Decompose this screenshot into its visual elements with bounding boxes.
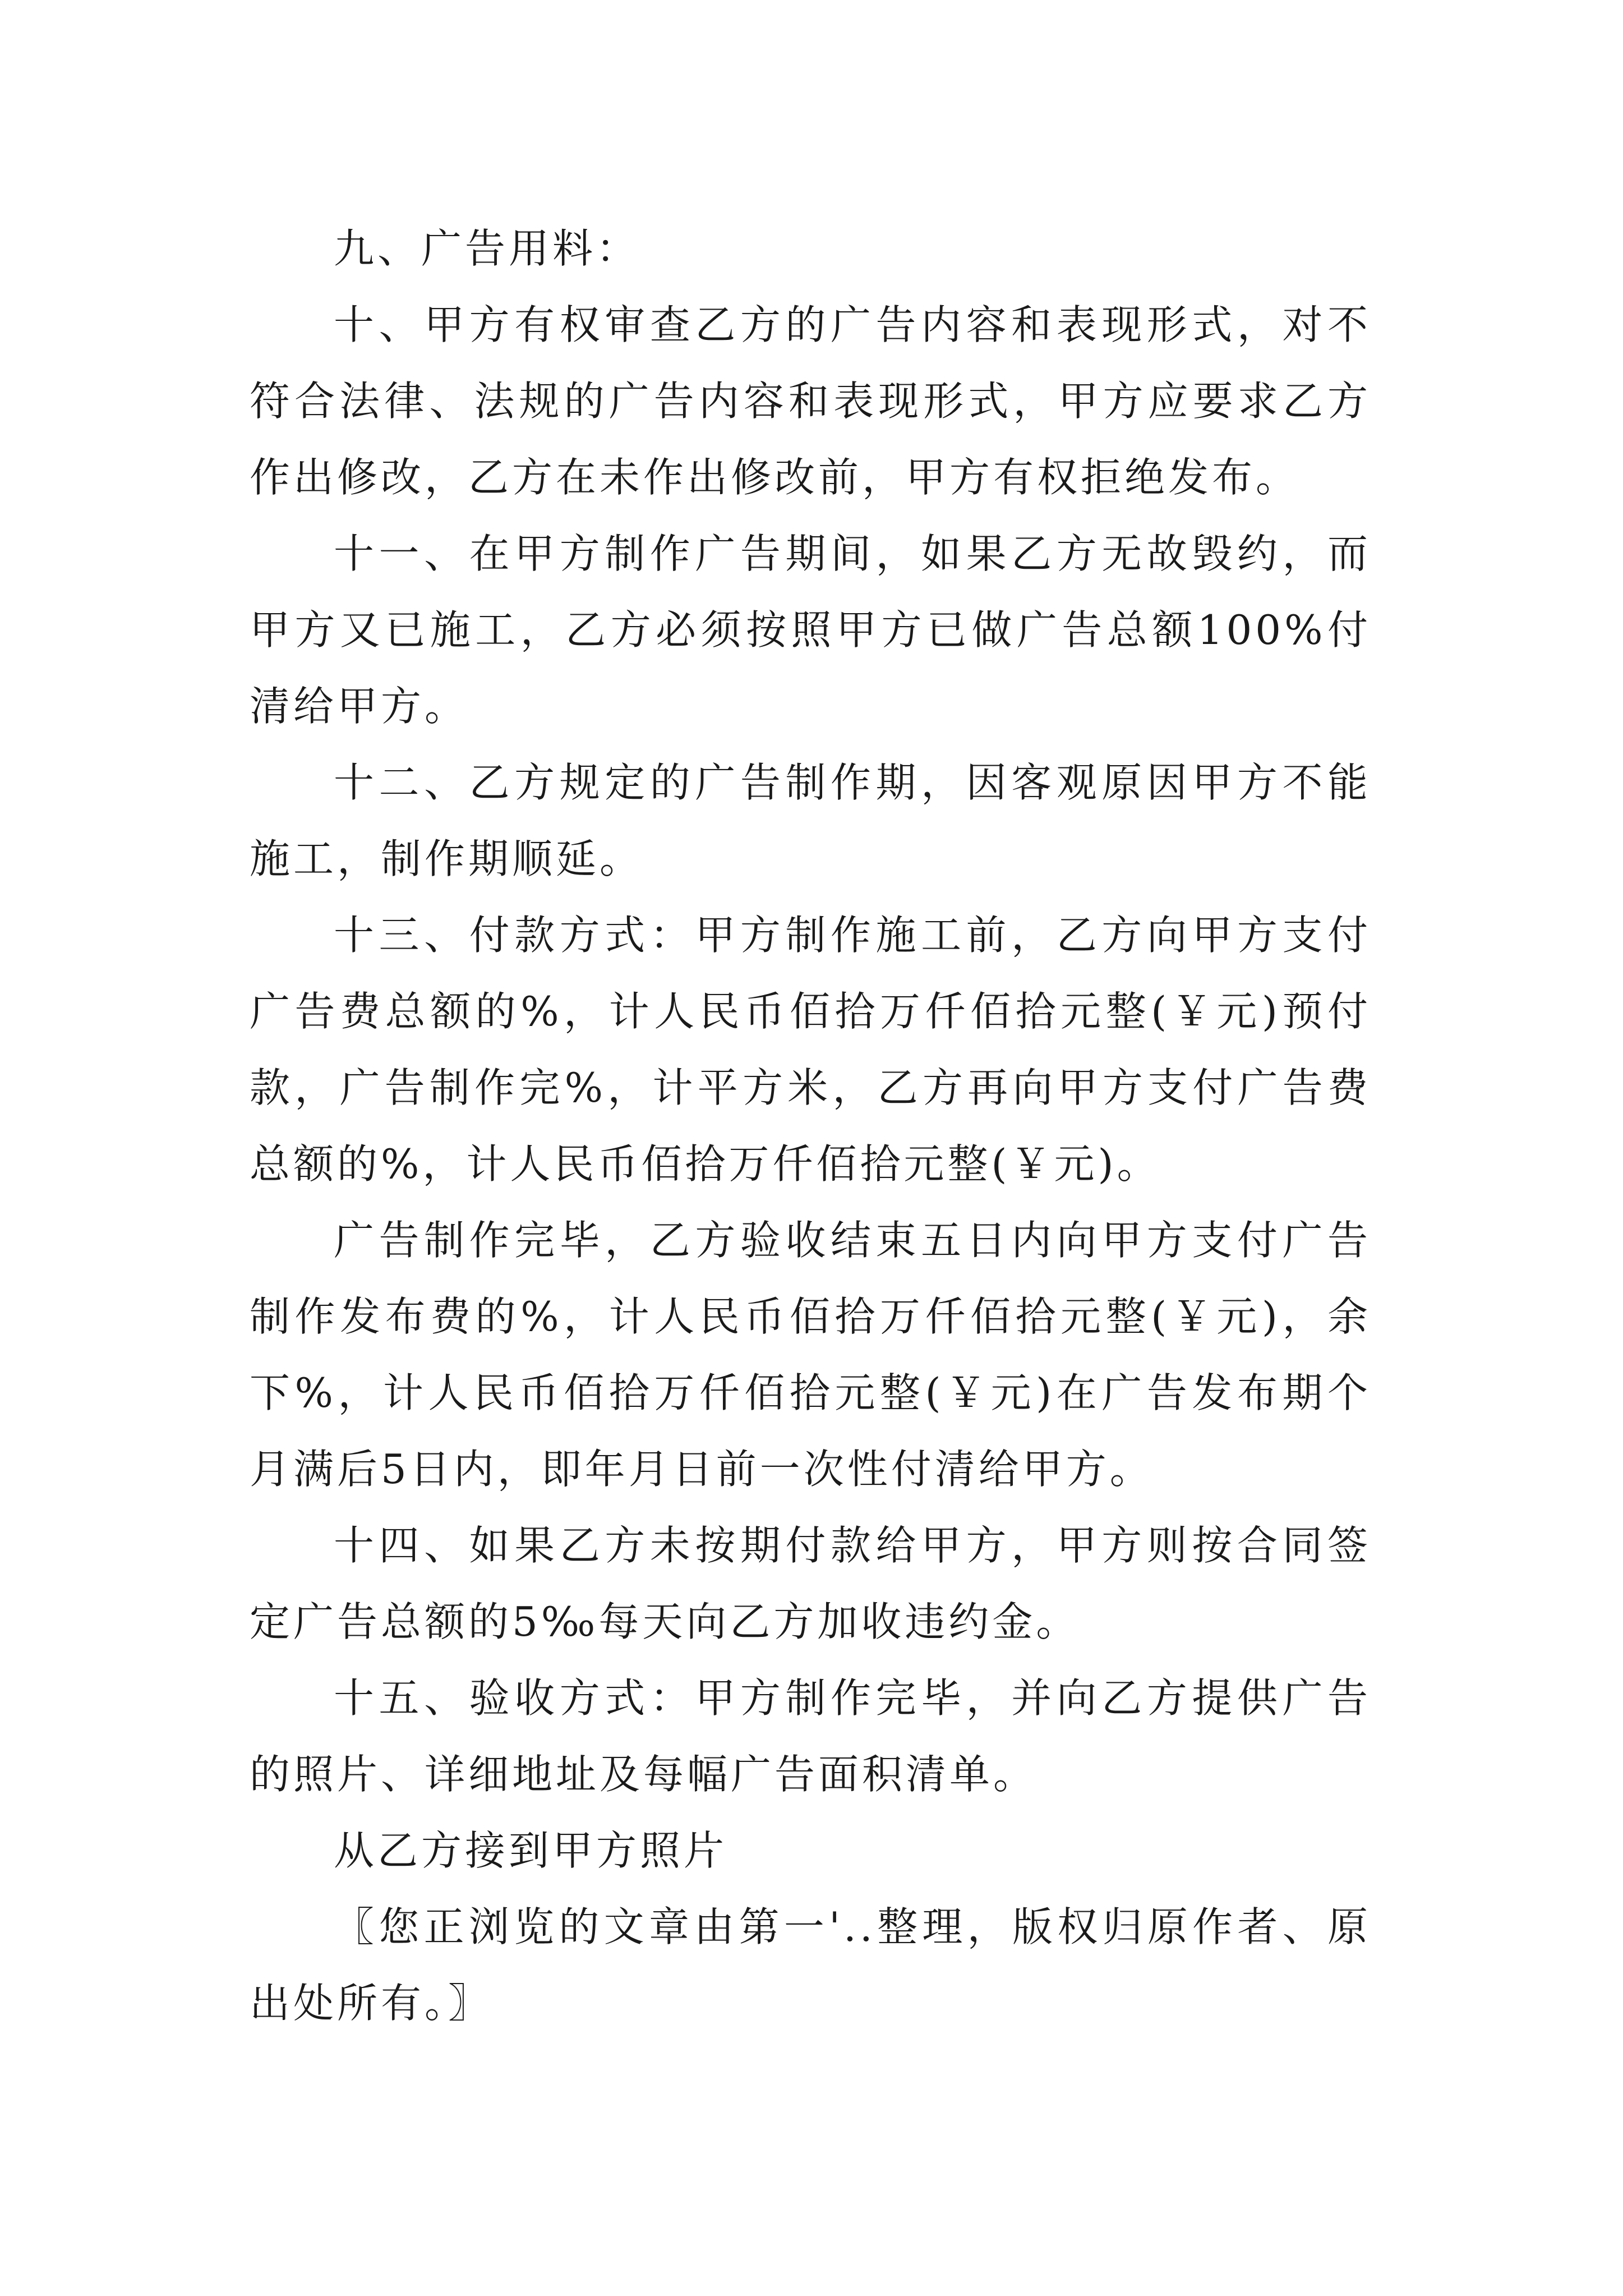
paragraph-section-15: 十五、验收方式：甲方制作完毕，并向乙方提供广告的照片、详细地址及每幅广告面积清单。 [250, 1674, 1371, 1798]
paragraph-section-11: 十一、在甲方制作广告期间，如果乙方无故毁约，而甲方又已施工，乙方必须按照甲方已做广告总额100%付清给甲方。 [250, 530, 1371, 730]
document-body [250, 210, 1371, 2041]
paragraph-photo-receipt: 从乙方接到甲方照片 [334, 1827, 728, 1874]
paragraph-section-12: 十二、乙方规定的广告制作期，因客观原因甲方不能施工，制作期顺延。 [250, 759, 1371, 882]
paragraph-section-13: 十三、付款方式：甲方制作施工前，乙方向甲方支付广告费总额的%，计人民币佰拾万仟佰拾元整(￥元)预付款，广告制作完%，计平方米，乙方再向甲方支付广告费总额的%，计人民币佰拾万仟佰拾元整(￥元)。 [250, 912, 1371, 1188]
paragraph-payment-completion: 广告制作完毕，乙方验收结束五日内向甲方支付广告制作发布费的%，计人民币佰拾万仟佰拾元整(￥元)，余下%，计人民币佰拾万仟佰拾元整(￥元)在广告发布期个月满后5日内，即年月日前一次性付清给甲方。 [250, 1217, 1371, 1493]
paragraph-section-9: 九、广告用料： [334, 225, 640, 272]
paragraph-copyright-notice: 〖您正浏览的文章由第一'..整理，版权归原作者、原出处所有。〗 [250, 1903, 1371, 2027]
paragraph-section-10: 十、甲方有权审查乙方的广告内容和表现形式，对不符合法律、法规的广告内容和表现形式，甲方应要求乙方作出修改，乙方在未作出修改前，甲方有权拒绝发布。 [250, 301, 1371, 501]
paragraph-section-14: 十四、如果乙方未按期付款给甲方，甲方则按合同签定广告总额的5‰每天向乙方加收违约金。 [250, 1522, 1371, 1645]
